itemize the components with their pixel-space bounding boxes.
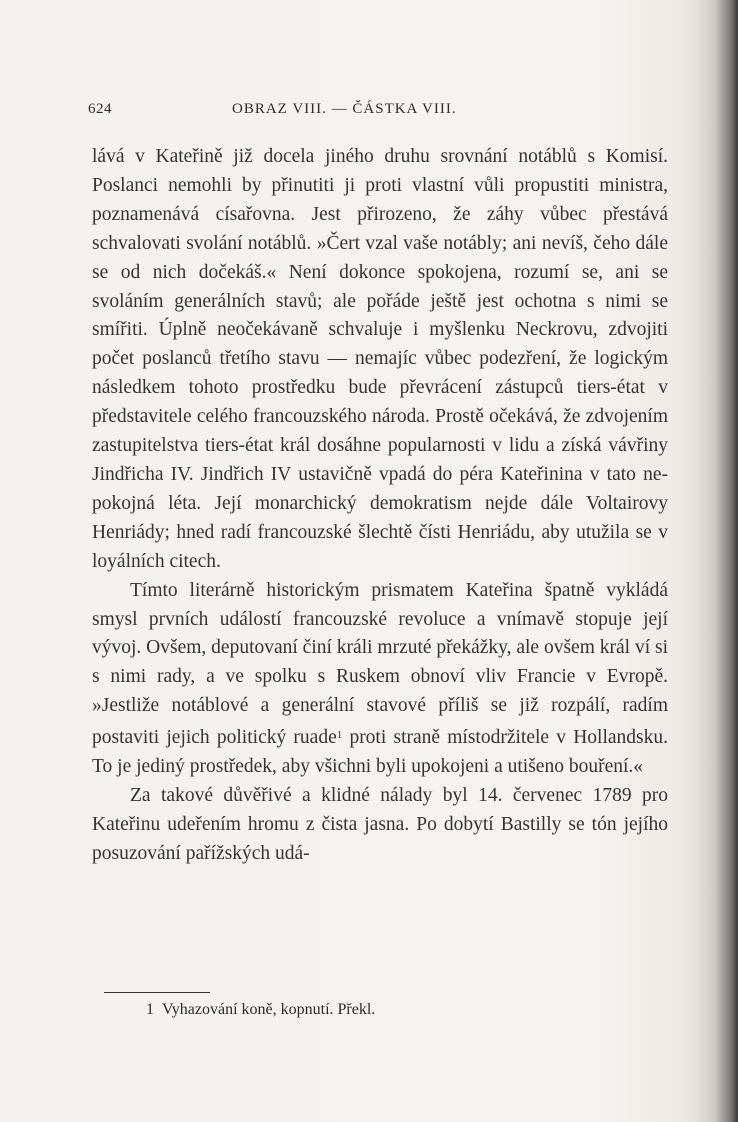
footnote-number: 1: [146, 1001, 154, 1018]
footnote: [146, 1001, 375, 1019]
footnote-text: Vyhazování koně, kopnutí. Překl.: [162, 1001, 376, 1018]
body-text: [92, 143, 668, 869]
paragraph-1: lává v Kateřině již docela jiného druhu srovnání notáblů s Komisí. Poslanci nemohli by přinutiti ji proti vlastní vůli propustiti ministra, poznamenává císařovna. Jest přirozeno, že záhy vůbec přestává schvalovati svolání notáblů. »Čert vzal vaše notábly; ani nevíš, čeho dále se od nich dočekáš.« Není dokonce spokojena, rozumí se, ani se svoláním generálních stavů; ale pořáde ještě jest ochotna s nimi se smířiti. Úplně neočekávaně schvaluje i myšlenku Neckrovu, zdvojiti počet poslanců třetího stavu — nemajíc vůbec podezření, že logickým následkem tohoto prostředku bude převrácení zástupců tiers-état v představitele celého francouzského národa. Prostě očekává, že zdvojením zastupitelstva tiers-état král dosáhne popularnosti v lidu a získá vávřiny Jindřicha IV. Jindřich IV ustavičně vpadá do péra Kateřinina v tato nepokojná léta. Její monarchický demokratism nejde dále Voltairovy Henriády; hned radí francouzské šlechtě čísti Henriádu, aby utužila se v loyálních citech.: [92, 146, 668, 572]
paragraph-2: [92, 577, 668, 782]
paragraph-2-part-b: proti straně místodržitele v Hollandsku. To je jediný prostředek, aby všichni byli upokojeni a utišeno bouření.«: [92, 727, 668, 778]
page-number: 624: [88, 101, 112, 117]
footnote-reference: 1: [336, 729, 343, 742]
footnote-divider: [104, 992, 210, 993]
paragraph-2-part-a: Tímto literárně historickým prismatem Kateřina špatně vykládá smysl prvních událostí francouzské revoluce a vnímavě stopuje její vývoj. Ovšem, deputovaní činí králi mrzuté překážky, ale ovšem král ví si s nimi rady, a ve spolku s Ruskem obnoví vliv Francie v Evropě. »Jestliže notáblové a generální stavové příliš se již rozpálí, radím postaviti jejich politický ruade: [92, 579, 668, 749]
page-header: [88, 101, 668, 123]
spine-shadow: [696, 0, 738, 1122]
paragraph-3: Za takové důvěřivé a klidné nálady byl 14. červenec 1789 pro Kateřinu udeřením hromu z čista jasna. Po dobytí Bastilly se tón jejího posuzování pařížských udá-: [92, 784, 668, 864]
running-head: OBRAZ VIII. — ČÁSTKA VIII.: [232, 101, 457, 117]
